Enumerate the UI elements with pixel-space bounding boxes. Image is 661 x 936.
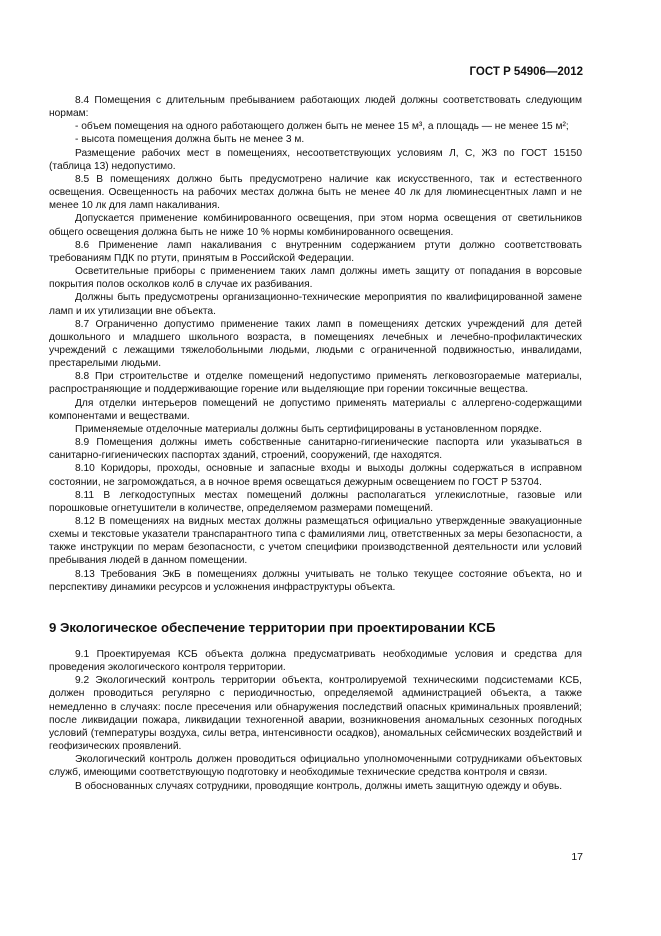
paragraph-combined-lighting: Допускается применение комбинированного освещения, при этом норма освещения от светильников общего освещения должна быть не ниже 10 % нормы комбинированного освещения.	[49, 213, 582, 238]
paragraph-9-1: 9.1 Проектируемая КСБ объекта должна предусматривать необходимые условия и средства для проведения экологического контроля территории.	[49, 648, 582, 674]
document-code-header: ГОСТ Р 54906—2012	[469, 66, 583, 78]
paragraph-8-7: 8.7 Ограниченно допустимо применение таких ламп в помещениях детских учреждений для детей дошкольного и младшего школьного возраста, в помещениях лечебных и лечебно-профилактических учреждений с лежащими тяжелобольными людьми, людьми с ограниченной подвижностью, инвалидами, престарелыми людьми.	[49, 318, 582, 370]
paragraph-8-13: 8.13 Требования ЭкБ в помещениях должны учитывать не только текущее состояние объекта, но и перспективу динамики ресурсов и усложнения инфраструктуры объекта.	[49, 568, 582, 593]
section-9-heading: 9 Экологическое обеспечение территории при проектировании КСБ	[49, 619, 496, 635]
paragraph-8-10: 8.10 Коридоры, проходы, основные и запасные входы и выходы должны содержаться в исправном состоянии, не загромождаться, а в ночное время освещаться дежурным освещением по ГОСТ Р 53704.	[49, 463, 582, 488]
paragraph-certified-materials: Применяемые отделочные материалы должны быть сертифицированы в установленном порядке.	[75, 423, 542, 435]
paragraph-8-6: 8.6 Применение ламп накаливания с внутренним содержанием ртути должно соответствовать требованиям ПДК по ртути, принятым в Российской Федерации.	[49, 239, 582, 264]
paragraph-8-5: 8.5 В помещениях должно быть предусмотрено наличие как искусственного, так и естественного освещения. Освещенность на рабочих местах должна быть не менее 40 лк для люминесцентных ламп и не менее 10 лк для ламп накаливания.	[49, 173, 582, 212]
list-item-volume: - объем помещения на одного работающего должен быть не менее 15 м³, а площадь — не менее 15 м²;	[75, 121, 569, 133]
paragraph-8-4: 8.4 Помещения с длительным пребыванием работающих людей должны соответствовать следующим нормам:	[49, 95, 582, 120]
paragraph-lamp-disposal: Должны быть предусмотрены организационно-технические мероприятия по квалифицированной замене ламп и их утилизации вне объекта.	[49, 292, 582, 317]
page-number: 17	[571, 851, 583, 863]
paragraph-9-2: 9.2 Экологический контроль территории объекта, контролируемой техническими подсистемами КСБ, должен проводиться регулярно с периодичностью, определяемой администрацией объекта, а также немедленно в случаях: после пресечения или обнаружения последствий опасных криминальных проявлений; после ликвидации пожара, ликвидации техногенной аварии, возникновения аномальных сезонных погодных условий (температуры воздуха, силы ветра, интенсивности осадков), аномальных сейсмических воздействий и геофизических проявлений.	[49, 675, 582, 753]
paragraph-workplaces: Размещение рабочих мест в помещениях, несоответствующих условиям Л, С, ЖЗ по ГОСТ 15150 (таблица 13) недопустимо.	[49, 147, 582, 172]
paragraph-interior-finishing: Для отделки интерьеров помещений не допустимо применять материалы с аллергено-содержащими компонентами и веществами.	[49, 397, 582, 422]
paragraph-8-12: 8.12 В помещениях на видных местах должны размещаться официально утвержденные эвакуационные схемы и текстовые указатели транспарантного типа с фамилиями лиц, ответственных за меры безопасности, а также инструкции по мерам безопасности, с учетом специфики производственной деятельности или условий пребывания людей в данном помещении.	[49, 516, 582, 567]
paragraph-control-staff: Экологический контроль должен проводиться официально уполномоченными сотрудниками объектовых служб, имеющими соответствующую подготовку и необходимые технические средства контроля и связи.	[49, 754, 582, 779]
paragraph-8-9: 8.9 Помещения должны иметь собственные санитарно-гигиенические паспорта или указываться в санитарно-гигиенических паспортах зданий, строений, сооружений, где находятся.	[49, 437, 582, 462]
paragraph-protective-clothing: В обоснованных случаях сотрудники, проводящие контроль, должны иметь защитную одежду и обувь.	[75, 780, 563, 792]
paragraph-lamp-protection: Осветительные приборы с применением таких ламп должны иметь защиту от попадания в ворсовые покрытия полов осколков колб в случае их разбивания.	[49, 266, 582, 291]
paragraph-8-11: 8.11 В легкодоступных местах помещений должны располагаться углекислотные, газовые или порошковые огнетушители в количестве, определяемом размерами помещений.	[49, 489, 582, 514]
paragraph-8-8: 8.8 При строительстве и отделке помещений недопустимо применять легковозгораемые материалы, распространяющие и поддерживающие горение или выделяющие при горении токсичные вещества.	[49, 371, 582, 396]
list-item-height: - высота помещения должна быть не менее 3 м.	[75, 134, 305, 146]
document-body	[49, 94, 582, 793]
